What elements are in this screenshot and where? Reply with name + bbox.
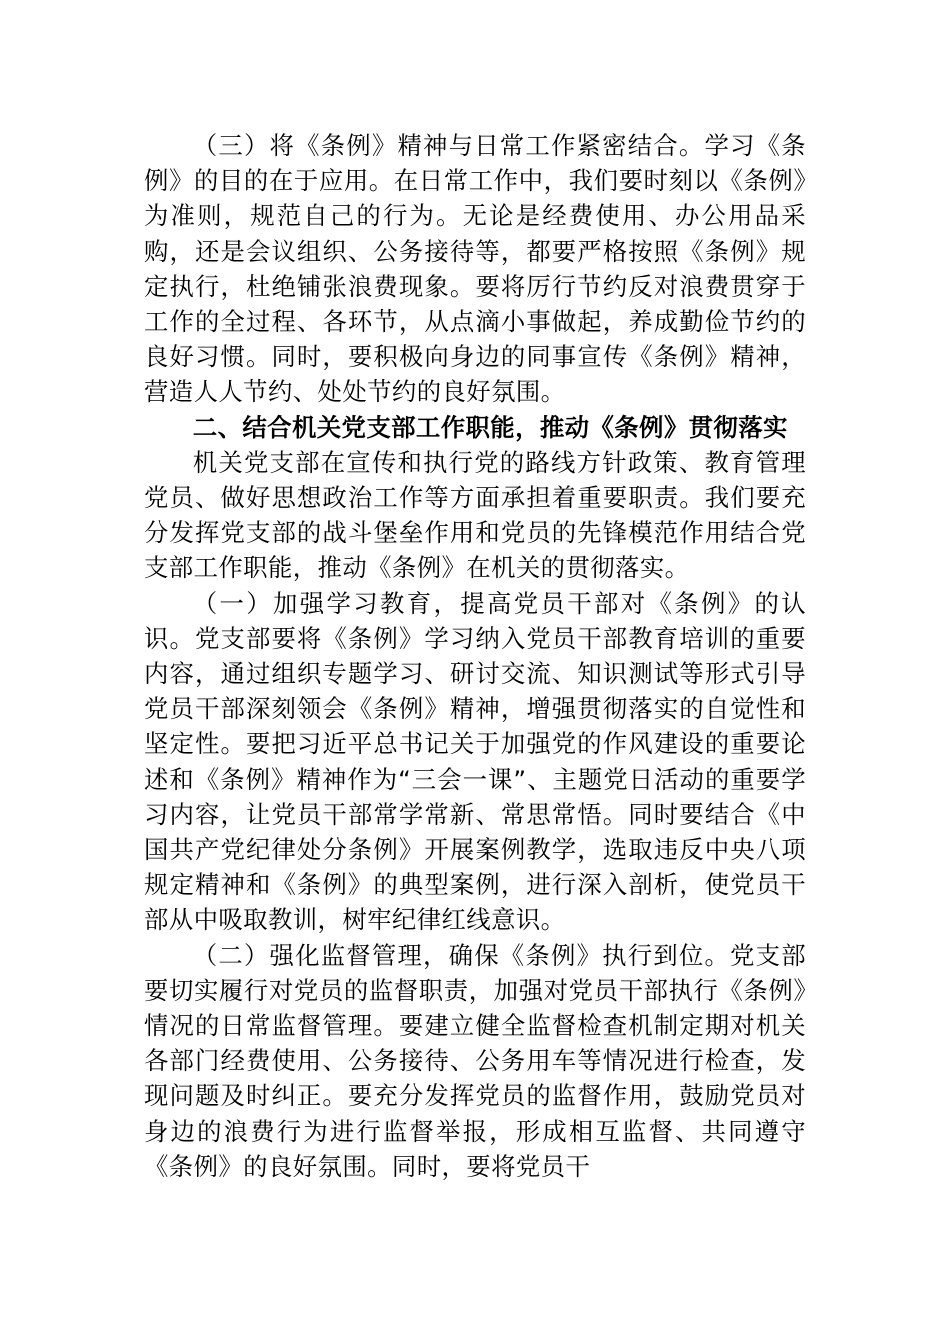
paragraph-item-two: （二）强化监督管理，确保《条例》执行到位。党支部要切实履行对党员的监督职责，加强对党员干部执行《条例》情况的日常监督管理。要建立健全监督检查机制定期对机关各部门经费使用、公务接待、公务用车等情况进行检查，发现问题及时纠正。要充分发挥党员的监督作用，鼓励党员对身边的浪费行为进行监督举报，形成相互监督、共同遵守《条例》的良好氛围。同时，要将党员干	[144, 940, 806, 1181]
paragraph-item-one: （一）加强学习教育，提高党员干部对《条例》的认识。党支部要将《条例》学习纳入党员干部教育培训的重要内容，通过组织专题学习、研讨交流、知识测试等形式引导党员干部深刻领会《条例》精神，增强贯彻落实的自觉性和坚定性。要把习近平总书记关于加强党的作风建设的重要论述和《条例》精神作为“三会一课”、主题党日活动的重要学习内容，让党员干部常学常新、常思常悟。同时要结合《中国共产党纪律处分条例》开展案例教学，选取违反中央八项规定精神和《条例》的典型案例，进行深入剖析，使党员干部从中吸取教训，树牢纪律红线意识。	[144, 588, 806, 935]
section-heading-two: 二、结合机关党支部工作职能，推动《条例》贯彻落实	[192, 412, 788, 442]
document-body	[144, 128, 806, 1184]
paragraph-section-three: （三）将《条例》精神与日常工作紧密结合。学习《条例》的目的在于应用。在日常工作中，我们要时刻以《条例》为准则，规范自己的行为。无论是经费使用、办公用品采购，还是会议组织、公务接待等，都要严格按照《条例》规定执行，杜绝铺张浪费现象。要将厉行节约反对浪费贯穿于工作的全过程、各环节，从点滴小事做起，养成勤俭节约的良好习惯。同时，要积极向身边的同事宣传《条例》精神，营造人人节约、处处节约的良好氛围。	[144, 131, 806, 407]
paragraph-intro: 机关党支部在宣传和执行党的路线方针政策、教育管理党员、做好思想政治工作等方面承担着重要职责。我们要充分发挥党支部的战斗堡垒作用和党员的先锋模范作用结合党支部工作职能，推动《条例》在机关的贯彻落实。	[144, 447, 806, 583]
